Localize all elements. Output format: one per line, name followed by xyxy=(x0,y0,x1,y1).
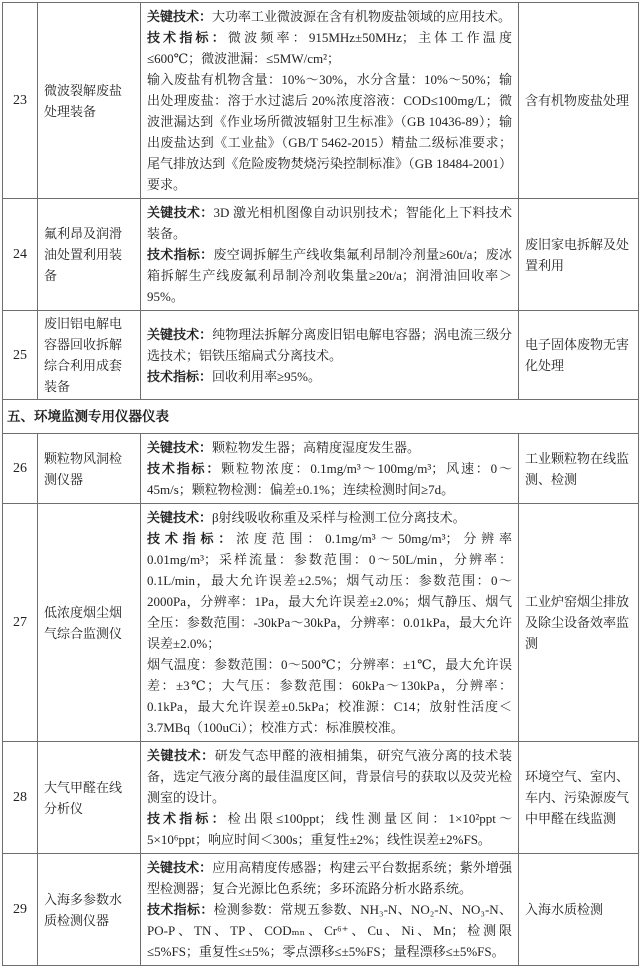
paragraph-label: 关键技术： xyxy=(147,440,213,455)
paragraph-label: 关键技术： xyxy=(147,860,213,875)
description-paragraph xyxy=(147,366,512,387)
paragraph-label: 技术指标： xyxy=(147,247,214,262)
table-row xyxy=(3,742,639,854)
equipment-description xyxy=(141,504,519,742)
row-number: 24 xyxy=(3,199,38,311)
paragraph-label: 技术指标： xyxy=(147,531,237,546)
equipment-description xyxy=(141,854,519,966)
description-paragraph xyxy=(147,899,512,962)
application-field: 电子固体废物无害化处理 xyxy=(519,311,639,400)
application-field: 工业颗粒物在线监测、检测 xyxy=(519,434,639,504)
paragraph-text: 研发气态甲醛的液相捕集，研究气液分离的技术装备，选定气液分离的最佳温度区间，背景信号的获取以及荧光检测室的设计。 xyxy=(147,748,512,805)
equipment-description xyxy=(141,3,519,199)
paragraph-text: 大功率工业微波源在含有机物废盐领域的应用技术。 xyxy=(212,9,512,24)
paragraph-text: 浓度范围：0.1mg/m³～50mg/m³；分辨率 0.01mg/m³；采样流量：参数范围：0～50L/min，分辨率：0.1L/min，最大允许误差±2.5%；烟气动压：参数范围：0～2000Pa，分辨率：1Pa，最大允许误差±2.0%；烟气静压、烟气全压：参数范围：-30kPa～30kPa，分辨率：0.01kPa，最大允许误差±2.0%； xyxy=(147,531,512,651)
equipment-name: 颗粒物风洞检测仪器 xyxy=(38,434,141,504)
description-paragraph xyxy=(147,507,512,528)
paragraph-label: 关键技术： xyxy=(147,9,213,24)
section-header-row xyxy=(3,400,639,434)
row-number: 27 xyxy=(3,504,38,742)
paragraph-label: 关键技术： xyxy=(147,205,214,220)
application-field: 入海水质检测 xyxy=(519,854,639,966)
description-paragraph xyxy=(147,202,512,244)
paragraph-text: 烟气温度：参数范围：0～500℃；分辨率：±1℃，最大允许误差：±3℃；大气压：参数范围：60kPa～130kPa，分辨率：0.1kPa，最大允许误差±0.5kPa；校准源：C14；放射性活度＜3.7MBq（100uCi）；校准方式：标准膜校准。 xyxy=(147,657,512,735)
description-paragraph xyxy=(147,6,512,27)
row-number: 26 xyxy=(3,434,38,504)
equipment-description xyxy=(141,742,519,854)
table-row xyxy=(3,3,639,199)
application-field: 工业炉窑烟尘排放及除尘设备效率监测 xyxy=(519,504,639,742)
row-number: 25 xyxy=(3,311,38,400)
description-paragraph xyxy=(147,745,512,808)
paragraph-label: 技术指标： xyxy=(147,902,214,917)
paragraph-label: 技术指标： xyxy=(147,461,222,476)
table-row xyxy=(3,504,639,742)
paragraph-text: β射线吸收称重及采样与检测工位分离技术。 xyxy=(212,510,466,525)
table-row xyxy=(3,434,639,504)
equipment-description xyxy=(141,311,519,400)
row-number: 29 xyxy=(3,854,38,966)
paragraph-text: 检测参数：常规五参数、NH₃-N、NO₂-N、NO₃-N、PO-P、TN、TP、CODₘₙ、Cr⁶⁺、Cu、Ni、Mn；检测限≤5%FS；重复性≤±5%；零点漂移≤±5%FS；量程漂移≤±5%FS。 xyxy=(147,902,512,959)
description-paragraph xyxy=(147,437,512,458)
table-row xyxy=(3,199,639,311)
paragraph-text: 检出限≤100ppt；线性测量区间：1×10²ppt～5×10⁶ppt；响应时间＜300s；重复性±2%；线性误差±2%FS。 xyxy=(147,811,512,847)
application-field: 环境空气、室内、车内、污染源废气中甲醛在线监测 xyxy=(519,742,639,854)
equipment-description xyxy=(141,434,519,504)
equipment-name: 废旧铝电解电容器回收拆解综合利用成套装备 xyxy=(38,311,141,400)
paragraph-label: 关键技术： xyxy=(147,510,213,525)
description-paragraph xyxy=(147,324,512,366)
paragraph-text: 颗粒物浓度：0.1mg/m³～100mg/m³；风速：0～45m/s；颗粒物检测：偏差±0.1%；连续检测时间≥7d。 xyxy=(147,461,512,497)
equipment-name: 微波裂解废盐处理装备 xyxy=(38,3,141,199)
equipment-name: 大气甲醛在线分析仪 xyxy=(38,742,141,854)
paragraph-label: 技术指标： xyxy=(147,30,228,45)
paragraph-text: 颗粒物发生器；高精度湿度发生器。 xyxy=(212,440,421,455)
paragraph-text: 3D 激光相机图像自动识别技术；智能化上下料技术装备。 xyxy=(147,205,512,241)
description-paragraph xyxy=(147,458,512,500)
description-paragraph xyxy=(147,808,512,850)
description-paragraph xyxy=(147,654,512,738)
paragraph-label: 技术指标： xyxy=(147,811,228,826)
table-row xyxy=(3,311,639,400)
description-paragraph xyxy=(147,27,512,69)
equipment-name: 氟利昂及润滑油处置利用装备 xyxy=(38,199,141,311)
row-number: 23 xyxy=(3,3,38,199)
description-paragraph xyxy=(147,857,512,899)
description-paragraph xyxy=(147,528,512,654)
paragraph-text: 应用高精度传感器；构建云平台数据系统；紫外增强型检测器；复合光源比色系统；多环流路分析水路系统。 xyxy=(147,860,512,896)
description-paragraph xyxy=(147,244,512,307)
application-field: 含有机物废盐处理 xyxy=(519,3,639,199)
paragraph-text: 输入废盐有机物含量：10%～30%，水分含量：10%～50%；输出处理废盐：溶于水过滤后 20%浓度溶液：COD≤100mg/L；微波泄漏达到《作业场所微波辐射卫生标准》（GB 10436-89）；输出废盐达到《工业盐》（GB/T 5462-2015）精盐二级标准要求；尾气排放达到《危险废物焚烧污染控制标准》（GB 18484-2001）要求。 xyxy=(147,72,512,192)
equipment-name: 低浓度烟尘烟气综合监测仪 xyxy=(38,504,141,742)
equipment-catalog-table xyxy=(2,2,639,966)
section-title: 五、环境监测专用仪器仪表 xyxy=(3,400,639,434)
description-paragraph xyxy=(147,69,512,195)
paragraph-label: 关键技术： xyxy=(147,326,213,342)
paragraph-text: 纯物理法拆解分离废旧铝电解电容器；涡电流三级分选技术；铝铁压缩扁式分离技术。 xyxy=(147,326,512,363)
equipment-description xyxy=(141,199,519,311)
paragraph-text: 回收利用率≥95%。 xyxy=(212,368,321,384)
paragraph-text: 废空调拆解生产线收集氟利昂制冷剂量≥60t/a；废冰箱拆解生产线废氟利昂制冷剂收集量≥20t/a；润滑油回收率＞95%。 xyxy=(147,247,512,304)
row-number: 28 xyxy=(3,742,38,854)
paragraph-label: 关键技术： xyxy=(147,748,215,763)
equipment-name: 入海多参数水质检测仪器 xyxy=(38,854,141,966)
paragraph-label: 技术指标： xyxy=(147,368,213,384)
application-field: 废旧家电拆解及处置利用 xyxy=(519,199,639,311)
paragraph-text: 微波频率：915MHz±50MHz；主体工作温度≤600℃；微波泄漏：≤5MW/cm²； xyxy=(147,30,512,66)
table-row xyxy=(3,854,639,966)
